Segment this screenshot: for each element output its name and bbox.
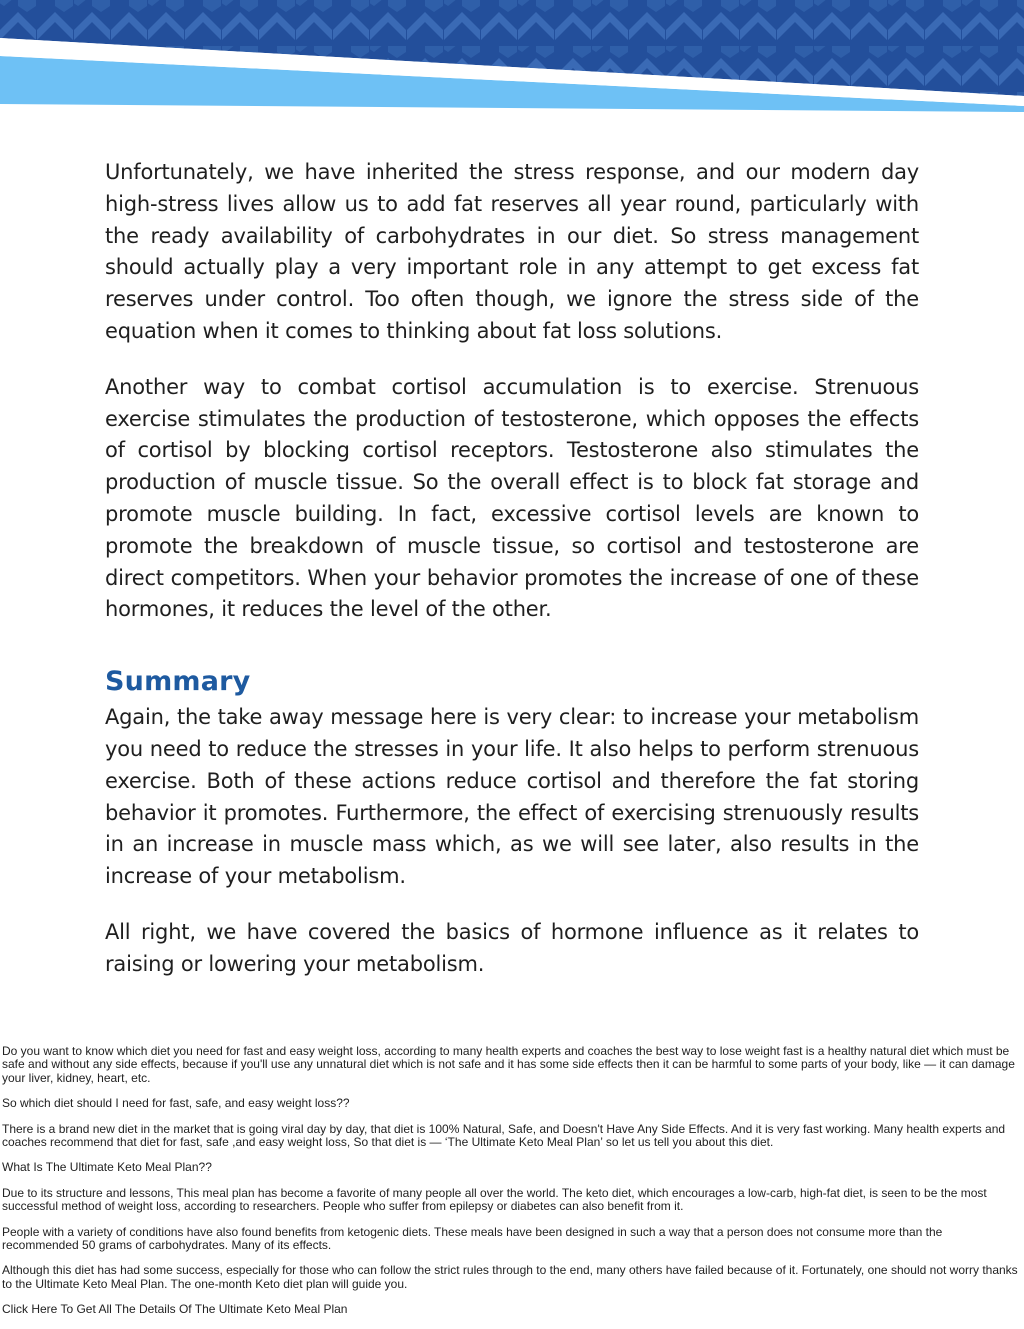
article-paragraph-exercise: Another way to combat cortisol accumulation is to exercise. Strenuous exercise stimulates the production of testosterone, which opposes the effects of cortisol by blocking cortisol receptors. Testosterone also stimulates the production of muscle tissue. So the overall effect is to block fat storage and promote muscle building. In fact, excessive cortisol levels are known to promote the breakdown of muscle tissue, so cortisol and testosterone are direct competitors. When your behavior promotes the increase of one of these hormones, it reduces the level of the other. — [105, 374, 919, 622]
article-body — [105, 157, 919, 1005]
promo-paragraph: People with a variety of conditions have also found benefits from ketogenic diets. These meals have been designed in such a way that a person does not consume more than the recommended 50 grams of carbohydrates. Many of its effects. — [2, 1224, 943, 1253]
keto-meal-plan-link[interactable]: Click Here To Get All The Details Of The Ultimate Keto Meal Plan — [2, 1302, 348, 1317]
summary-paragraph-closing: All right, we have covered the basics of hormone influence as it relates to raising or lowering your metabolism. — [105, 919, 919, 976]
promo-paragraph: Although this diet has had some success, especially for those who can follow the strict rules through to the end, many others have failed because of it. Fortunately, one should not worry thanks to the Ultimate Keto Meal Plan. The one-month Keto diet plan will guide you. — [2, 1263, 1018, 1291]
promo-paragraph: Due to its structure and lessons, This meal plan has become a favorite of many people all over the world. The keto diet, which encourages a low-carb, high-fat diet, is seen to be the most successful method of weight loss, according to researchers. People who suffer from epilepsy or diabetes can also benefit from it. — [2, 1185, 987, 1214]
summary-heading: Summary — [105, 666, 251, 698]
header-banner — [0, 0, 1024, 112]
promo-question: What Is The Ultimate Keto Meal Plan?? — [2, 1160, 212, 1175]
promo-paragraph: There is a brand new diet in the market that is going viral day by day, that diet is 100% Natural, Safe, and Doesn't Have Any Side Effects. And it is very fast working. Many health experts and coaches recommend that diet for fast, safe ,and easy weight loss, So that diet is — ‘The Ultimate Keto Meal Plan’ so let us tell you about this diet. — [2, 1121, 1006, 1150]
promo-footer — [2, 1045, 1018, 1329]
summary-paragraph-takeaway: Again, the take away message here is very clear: to increase your metabolism you need to reduce the stresses in your life. It also helps to perform strenuous exercise. Both of these actions reduce cortisol and therefore the fat storing behavior it promotes. Furthermore, the effect of exercising strenuously results in an increase in muscle mass which, as we will see later, also results in the increase of your metabolism. — [105, 705, 919, 889]
article-paragraph-stress: Unfortunately, we have inherited the stress response, and our modern day high-stress lives allow us to add fat reserves all year round, particularly with the ready availability of carbohydrates in our diet. So stress management should actually play a very important role in any attempt to get excess fat reserves under control. Too often though, we ignore the stress side of the equation when it comes to thinking about fat loss solutions. — [105, 160, 919, 343]
promo-question: So which diet should I need for fast, safe, and easy weight loss?? — [2, 1096, 350, 1111]
promo-paragraph: Do you want to know which diet you need for fast and easy weight loss, according to many health experts and coaches the best way to lose weight fast is a healthy natural diet which must be safe and without any side effects, because if you'll use any unnatural diet which is not safe and it has some side effects then it can be harmful to some parts of your body, like — it can damage your liver, kidney, heart, etc. — [2, 1044, 1015, 1085]
